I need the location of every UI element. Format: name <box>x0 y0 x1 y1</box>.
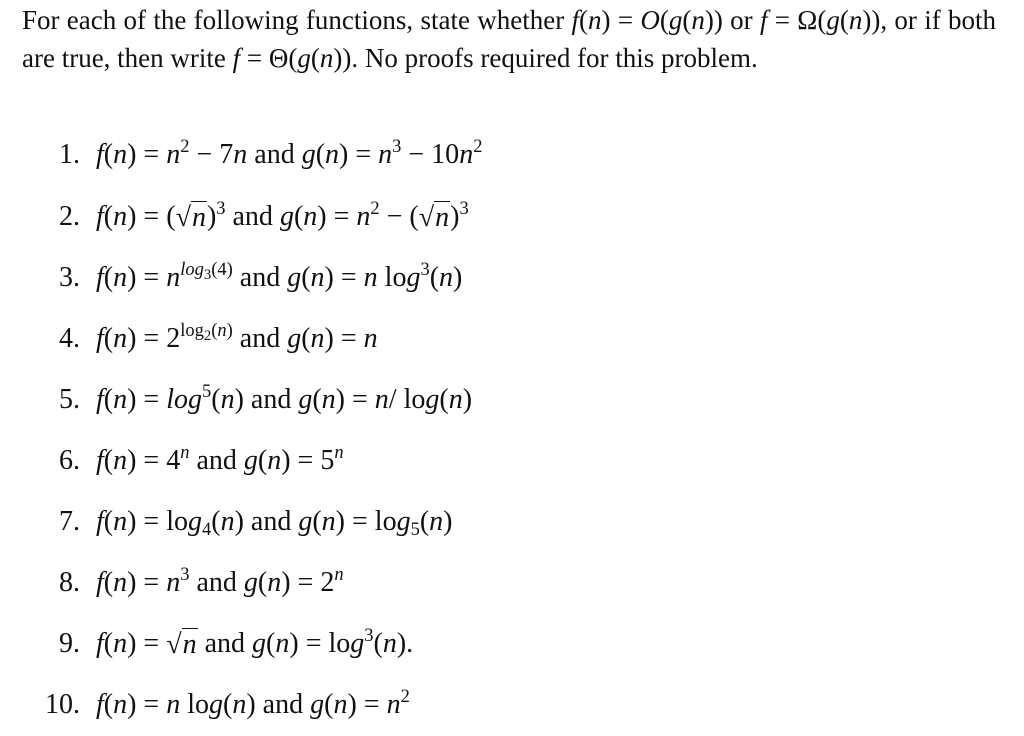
problem-number: 10. <box>45 689 80 720</box>
intro-text-3: . No proofs required for this problem. <box>351 42 758 73</box>
problem-formula: $f(n) = 4^n$ and $g(n) = 5^n$ <box>96 441 344 476</box>
problem-formula: f(n) = √n and $g(n) = \log^3(n)$. <box>96 624 414 661</box>
problem-number: 1. <box>59 139 80 170</box>
problem-number: 5. <box>59 384 80 415</box>
intro-big-o-equation: f(n) = O(g(n)) <box>571 5 723 35</box>
problem-formula: $f(n) = 2^{log_2(n)}$ and g(n) = n <box>96 319 378 354</box>
problem-item-2 <box>0 197 1000 237</box>
problem-number: 3. <box>59 262 80 293</box>
problem-formula: $f(n) = n^{log_3(4)}$ and g(n) = n $\log^3(n)$ <box>96 258 463 293</box>
problem-number: 4. <box>59 323 80 354</box>
intro-text-or: or <box>722 5 760 35</box>
problem-number: 7. <box>59 506 80 537</box>
problem-formula: $f(n) = n^2 - 7n$ and $g(n) = n^3 - 10n^2$ <box>96 135 483 170</box>
intro-text-1: For each of the following functions, state whether <box>22 5 572 35</box>
problem-formula: $f(n) = (√n)^3$ and $g(n) = n^2 - (√n)^3$ <box>96 197 469 234</box>
problem-number: 2. <box>59 201 80 232</box>
problem-item-6 <box>0 441 1000 481</box>
problem-item-5 <box>0 380 1000 420</box>
intro-paragraph <box>22 2 996 77</box>
intro-big-omega-equation: f = Ω(g(n)) <box>759 5 881 35</box>
problem-number: 6. <box>59 445 80 476</box>
intro-text-2: , or if both are true, then write <box>22 5 996 73</box>
problem-formula: $f(n) = n^3$ and $g(n) = 2^n$ <box>96 563 344 598</box>
problem-item-7 <box>0 502 1000 542</box>
problem-item-10 <box>0 685 1000 725</box>
problem-item-1 <box>0 135 1000 175</box>
problem-number: 9. <box>59 628 80 659</box>
problem-item-8 <box>0 563 1000 603</box>
problem-number: 8. <box>59 567 80 598</box>
problem-item-9 <box>0 624 1000 664</box>
problem-item-4 <box>0 319 1000 359</box>
problem-item-3 <box>0 258 1000 298</box>
problem-formula: $f(n) = \log^5(n)$ and g(n) = n/ log(n) <box>96 380 473 415</box>
problem-formula: f(n) = n log(n) and $g(n) = n^2$ <box>96 685 410 720</box>
intro-theta-equation: f = Θ(g(n)) <box>232 42 352 73</box>
problem-formula: $f(n) = \log_4(n)$ and $g(n) = \log_5(n)$ <box>96 506 453 540</box>
